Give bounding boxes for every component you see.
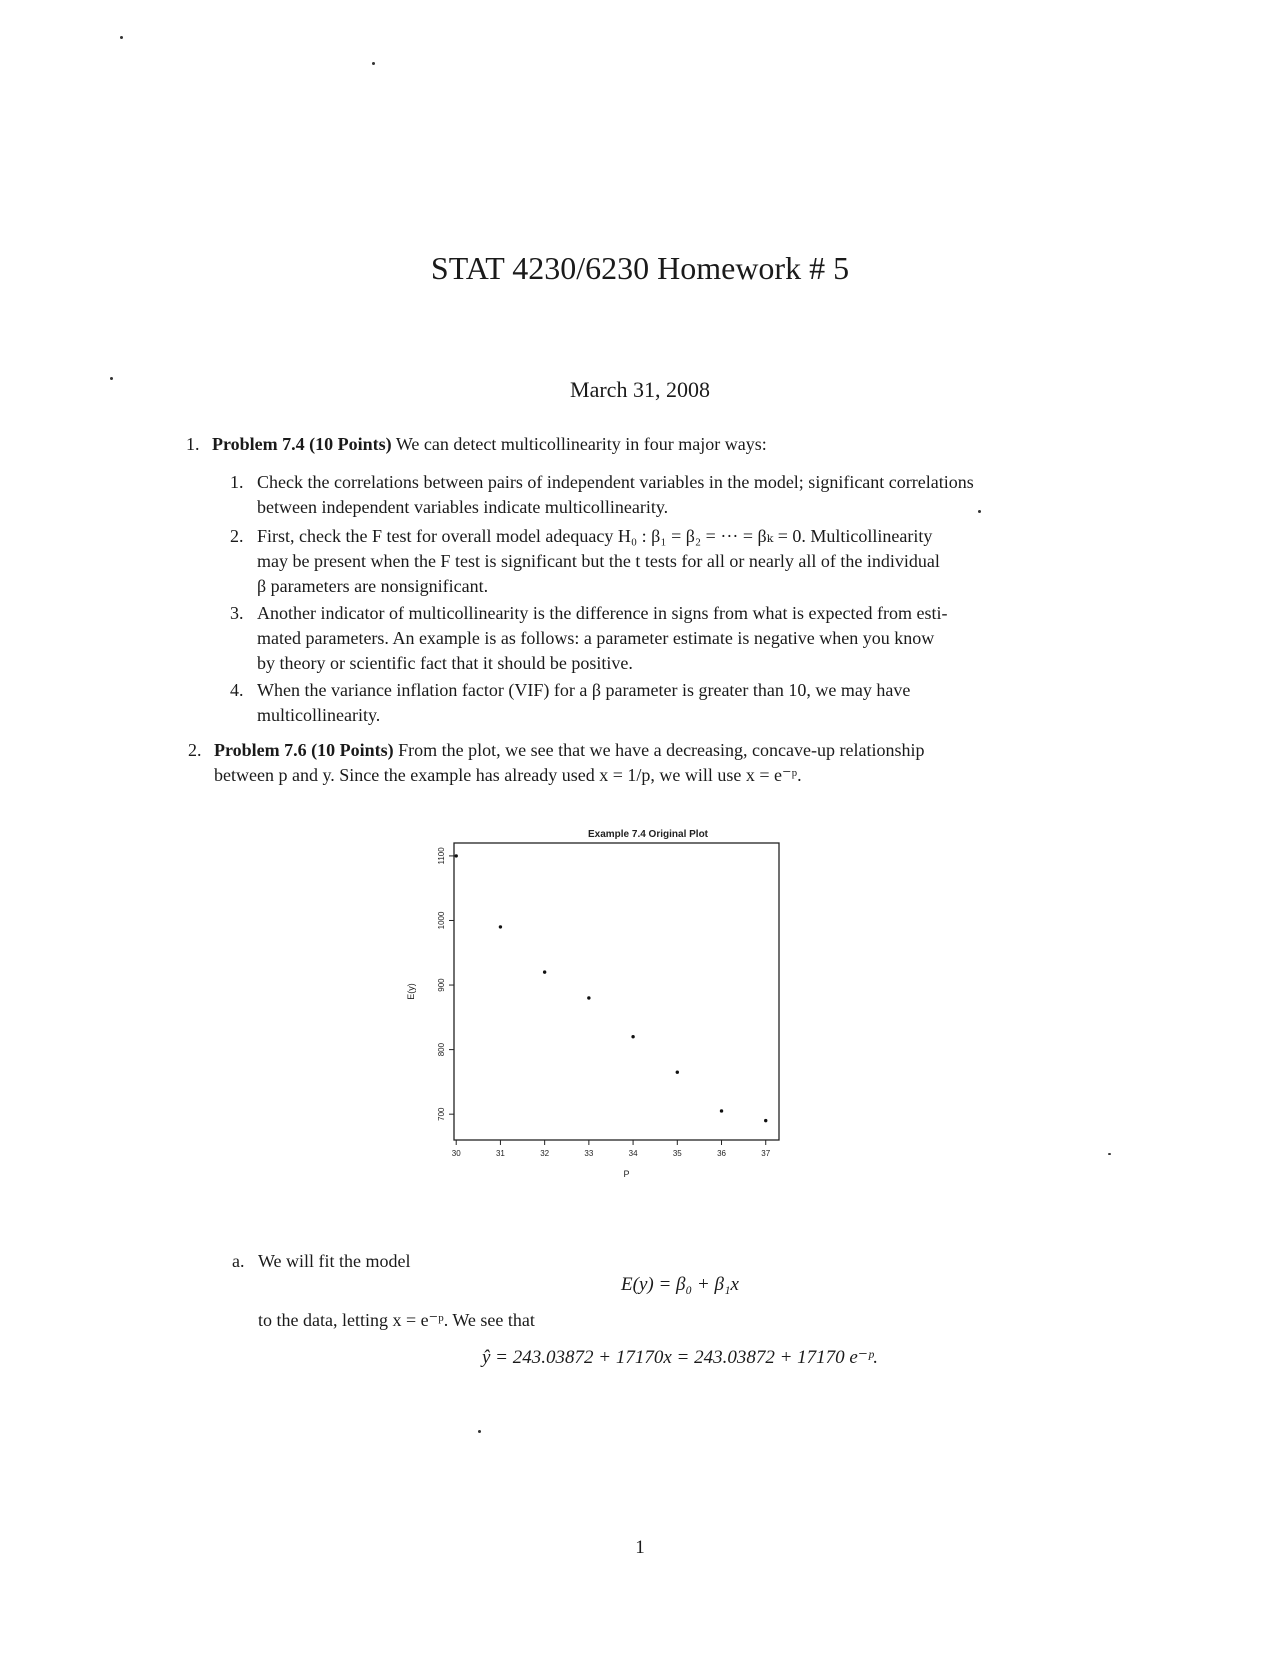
data-point [455, 854, 458, 857]
scan-speck [372, 62, 375, 65]
x-tick-label: 33 [584, 1149, 594, 1158]
y-axis-label: E(y) [406, 983, 416, 1000]
item-4-number: 4. [230, 680, 244, 700]
scan-speck [478, 1430, 481, 1433]
fitted-equation: ŷ = 243.03872 + 17170x = 243.03872 + 17170 e⁻ᵖ. [482, 1347, 878, 1368]
item-1-number: 1. [230, 472, 244, 492]
data-point [631, 1035, 634, 1038]
y-tick-label: 700 [437, 1107, 446, 1121]
y-tick-label: 1000 [437, 911, 446, 930]
chart-svg [406, 829, 840, 1243]
x-tick-label: 36 [717, 1149, 726, 1158]
problem-2-line: between p and y. Since the example has already used x = 1/p, we will use x = e⁻ᵖ. [214, 765, 802, 785]
item-4-line: multicollinearity. [257, 705, 381, 725]
item-2-line: may be present when the F test is significant but the t tests for all or nearly all of the individual [257, 551, 940, 571]
chart-marks [437, 847, 771, 1158]
plot-frame [454, 843, 779, 1140]
item-4-line: When the variance inflation factor (VIF) for a β parameter is greater than 10, we may have [257, 680, 911, 700]
item-3-number: 3. [230, 603, 244, 623]
scan-speck [110, 377, 113, 380]
model-equation: E(y) = β₀ + β₁x [621, 1274, 739, 1295]
x-axis-label: P [623, 1169, 630, 1179]
chart-title: Example 7.4 Original Plot [587, 829, 709, 840]
y-tick-label: 800 [437, 1042, 446, 1057]
data-point [587, 996, 590, 999]
problem-1-intro: We can detect multicollinearity in four major ways: [395, 434, 767, 454]
item-2-line: β parameters are nonsignificant. [257, 576, 489, 596]
problem-1-heading: Problem 7.4 (10 Points) [212, 434, 392, 454]
scatter-chart [406, 829, 840, 1243]
problem-2-line: From the plot, we see that we have a decreasing, concave-up relationship [398, 740, 925, 760]
data-point [676, 1071, 679, 1074]
document-title: STAT 4230/6230 Homework # 5 [430, 250, 850, 286]
x-tick-label: 37 [761, 1149, 771, 1158]
item-1-line: Check the correlations between pairs of independent variables in the model; significant correlations [257, 472, 974, 492]
data-point [764, 1119, 767, 1122]
x-tick-label: 35 [672, 1149, 682, 1158]
problem-2-heading: Problem 7.6 (10 Points) [214, 740, 394, 760]
y-tick-label: 900 [437, 978, 446, 992]
page-number: 1 [635, 1537, 645, 1558]
document-date: March 31, 2008 [570, 377, 710, 402]
x-tick-label: 32 [540, 1149, 550, 1158]
x-tick-label: 34 [628, 1149, 638, 1158]
data-point [543, 970, 546, 973]
item-2-number: 2. [230, 526, 244, 546]
y-tick-label: 1100 [437, 847, 446, 865]
part-a-text-2: to the data, letting x = e⁻ᵖ. We see that [258, 1310, 535, 1330]
scan-speck [978, 510, 981, 513]
item-2-line: First, check the F test for overall model adequacy H₀ : β₁ = β₂ = ··· = βₖ = 0. Multicollinearity [257, 526, 933, 546]
data-point [720, 1109, 723, 1112]
problem-2-text [214, 738, 1114, 788]
item-1-text [257, 470, 1117, 520]
item-3-line: by theory or scientific fact that it should be positive. [257, 653, 633, 673]
item-3-line: Another indicator of multicollinearity is the difference in signs from what is expected from esti- [257, 603, 948, 623]
item-2-text [257, 524, 1117, 599]
x-tick-label: 31 [495, 1149, 505, 1158]
scan-speck [120, 36, 123, 39]
part-a-label: a. [232, 1251, 245, 1271]
x-tick-label: 30 [451, 1149, 461, 1158]
data-point [499, 925, 502, 928]
problem-1-intro-line [212, 432, 1112, 457]
item-4-text [257, 678, 1117, 728]
problem-2-number: 2. [188, 740, 202, 760]
part-a-text-1: We will fit the model [258, 1251, 411, 1271]
problem-1-number: 1. [186, 434, 200, 454]
scan-speck [1108, 1153, 1111, 1155]
item-3-text [257, 601, 1117, 676]
item-3-line: mated parameters. An example is as follows: a parameter estimate is negative when you know [257, 628, 935, 648]
problem-2-first-line [214, 738, 1114, 763]
item-1-line: between independent variables indicate multicollinearity. [257, 497, 669, 517]
